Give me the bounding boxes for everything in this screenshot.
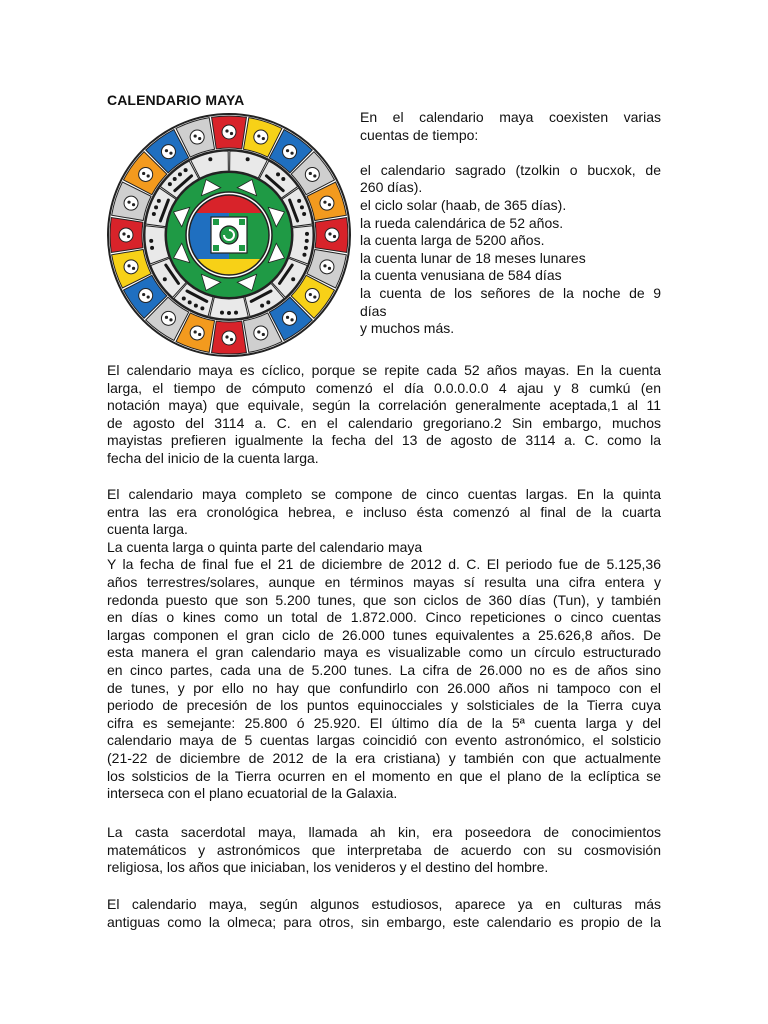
paragraph-line: cifra es semejante: 25.800 ó 25.920. El último día de la 5ª cuenta larga y del bbox=[107, 714, 661, 731]
intro-line: la cuenta larga de 5200 años. bbox=[360, 232, 545, 249]
paragraph-line: redonda puesto que son 5.200 tunes, que son ciclos de 360 días (Tun), y también bbox=[107, 591, 661, 608]
paragraph-line: entra las era cronológica hebrea, e incluso ésta comenzó al final de la cuarta bbox=[107, 503, 661, 520]
paragraph-line: mayistas prefieren igualmente la fecha del 13 de agosto de 3114 a. C. como la bbox=[107, 432, 661, 449]
paragraph-origins bbox=[107, 896, 661, 931]
document-title: CALENDARIO MAYA bbox=[107, 92, 245, 108]
paragraph-line: esta manera el gran calendario maya es visualizable como un círculo estructurado bbox=[107, 644, 661, 661]
paragraph-line: periodo de precesión de los puntos equinocciales y solsticiales de la Tierra cuya bbox=[107, 697, 661, 714]
paragraph-line: larga, el tiempo de cómputo comenzó el día 0.0.0.0.0 4 ajau y 8 cumkú (en bbox=[107, 379, 661, 396]
paragraph-line: de tunes, y por ello no hay que confundirlo con 26.000 años ni tampoco con el bbox=[107, 679, 661, 696]
intro-line: En el calendario maya coexisten varias bbox=[360, 109, 661, 125]
intro-line: la cuenta de los señores de la noche de 9 bbox=[360, 284, 661, 301]
intro-line: y muchos más. bbox=[360, 320, 455, 337]
paragraph-line: Y la fecha de final fue el 21 de diciembre de 2012 d. C. El periodo fue de 5.125,36 bbox=[107, 556, 661, 573]
intro-column bbox=[360, 109, 661, 338]
paragraph-line: La casta sacerdotal maya, llamada ah kin, era poseedora de conocimientos bbox=[107, 824, 661, 840]
paragraph-line: en cinco partes, cada una de 5.200 tunes. La cifra de 26.000 no es de años sino bbox=[107, 661, 661, 678]
mayan-calendar-illustration bbox=[107, 113, 351, 357]
central-hunab-ku-icon bbox=[211, 217, 247, 253]
intro-line: la cuenta lunar de 18 meses lunares bbox=[360, 249, 586, 266]
paragraph-line: antiguas como la olmeca; para otros, sin embargo, este calendario es propio de la bbox=[107, 913, 661, 930]
paragraph-cyclic-calendar bbox=[107, 362, 661, 468]
intro-line: la rueda calendárica de 52 años. bbox=[360, 214, 564, 231]
intro-line: el ciclo solar (haab, de 365 días). bbox=[360, 196, 567, 213]
intro-line: cuentas de tiempo: bbox=[360, 126, 479, 143]
paragraph-line: en días o kines como un total de 1.872.000. Cinco repeticiones o cinco cuentas bbox=[107, 609, 661, 626]
paragraph-line: El calendario maya es cíclico, porque se repite cada 52 años mayas. En la cuenta bbox=[107, 362, 661, 378]
paragraph-line: largas componen el gran ciclo de 26.000 tunes equivalentes a 25.626,8 años. De bbox=[107, 626, 661, 643]
paragraph-line: (21-22 de diciembre de 2012 de la era cristiana) y también con que actualmente bbox=[107, 749, 661, 766]
paragraph-line: fecha del inicio de la cuenta larga. bbox=[107, 449, 319, 466]
paragraph-line: El calendario maya completo se compone de cinco cuentas largas. En la quinta bbox=[107, 486, 661, 502]
intro-line: 260 días). bbox=[360, 179, 423, 196]
paragraph-line: años terrestres/solares, aunque en términos mayas sí resulta una cifra entera y bbox=[107, 573, 661, 590]
paragraph-line: interseca con el plano ecuatorial de la Galaxia. bbox=[107, 785, 398, 802]
paragraph-line: religiosa, los años que iniciaban, los venideros y el destino del hombre. bbox=[107, 859, 549, 876]
paragraph-line: cuenta larga. bbox=[107, 521, 188, 538]
paragraph-line: matemáticos y astronómicos que interpretaba de acuerdo con su cosmovisión bbox=[107, 841, 661, 858]
paragraph-line: los solsticios de la Tierra ocurren en el momento en que el plano de la eclíptica se bbox=[107, 767, 661, 784]
paragraph-long-counts bbox=[107, 486, 661, 803]
paragraph-line: calendario maya de 5 cuentas largas coincidió con evento astronómico, el solsticio bbox=[107, 732, 661, 749]
intro-line: la cuenta venusiana de 584 días bbox=[360, 267, 562, 284]
paragraph-line: de agosto del 3114 a. C. en el calendario gregoriano.2 Sin embargo, muchos bbox=[107, 414, 661, 431]
paragraph-line: El calendario maya, según algunos estudiosos, aparece ya en culturas más bbox=[107, 896, 661, 912]
paragraph-line: notación maya) que equivale, según la correlación generalmente aceptada,1 al 11 bbox=[107, 397, 661, 414]
intro-line: el calendario sagrado (tzolkin o bucxok, de bbox=[360, 161, 661, 178]
intro-line: días bbox=[360, 302, 387, 319]
paragraph-line: La cuenta larga o quinta parte del calendario maya bbox=[107, 538, 423, 555]
paragraph-priest-caste bbox=[107, 824, 661, 877]
